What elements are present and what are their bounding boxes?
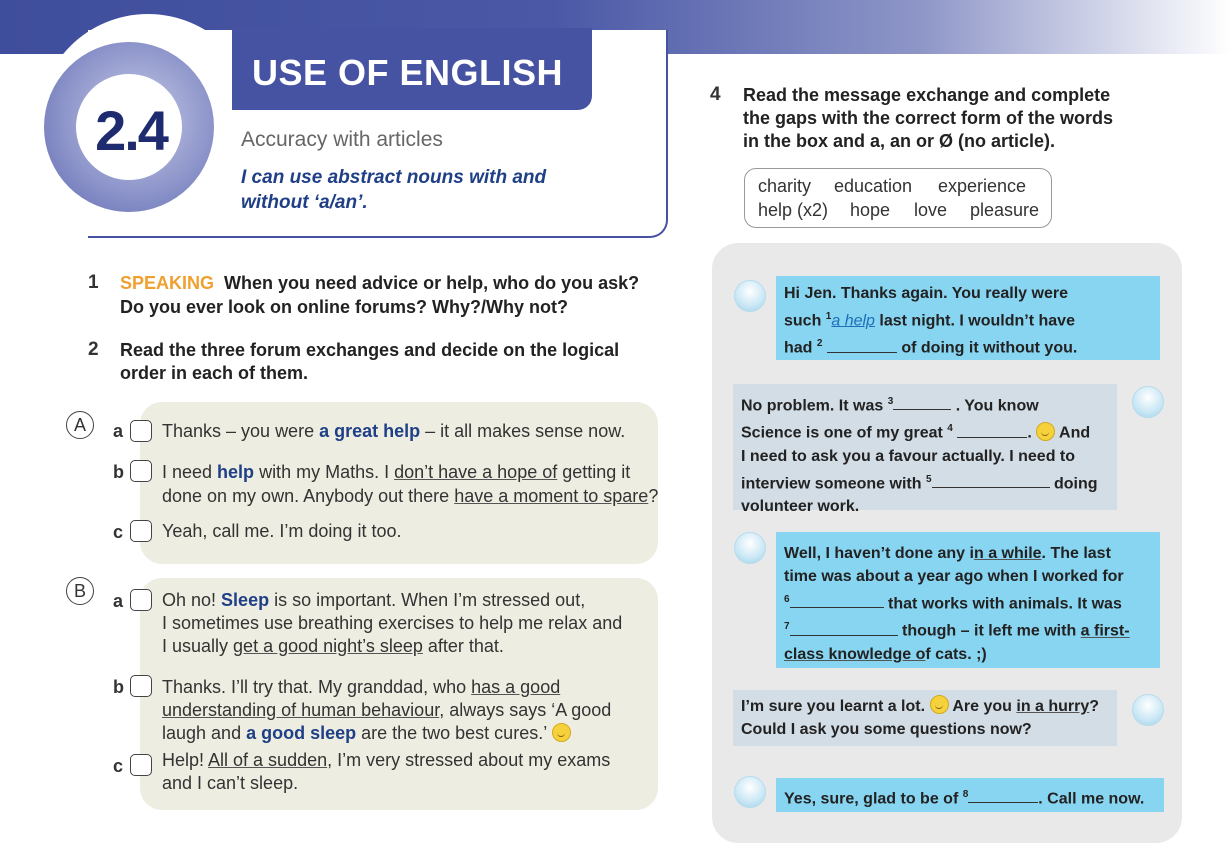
- gap-5[interactable]: [932, 473, 1050, 488]
- gap-4[interactable]: [957, 423, 1027, 438]
- word-charity: charity: [758, 176, 812, 196]
- exercise-1-line1: [120, 272, 639, 295]
- example-answer: a help: [831, 312, 875, 330]
- forum-a-message-b-line2: done on my own. Anybody out there have a moment to spare?: [162, 486, 659, 506]
- chat-message-4: I’m sure you learnt a lot. Are you in a hurry? Could I ask you some questions now?: [733, 690, 1117, 746]
- exercise-1-line2: Do you ever look on online forums? Why?/Why not?: [120, 297, 568, 317]
- gap-6[interactable]: [790, 593, 884, 608]
- chat-message-1: Hi Jen. Thanks again. You really were such $^1$a help last night. I wouldn’t have had $^2$ of doing it without you.: [776, 276, 1160, 360]
- forum-b-message-a-line2: I sometimes use breathing exercises to help me relax and: [162, 613, 623, 633]
- lesson-number: 2.4: [95, 99, 167, 162]
- order-checkbox-b-a[interactable]: [130, 589, 152, 611]
- avatar-icon: [734, 280, 766, 312]
- lesson-subtitle: Accuracy with articles: [241, 128, 443, 151]
- avatar-icon: [1132, 694, 1164, 726]
- forum-b-message-c-line2: and I can’t sleep.: [162, 773, 299, 793]
- smiley-icon: [930, 695, 949, 714]
- forum-b-message-b-line1: Thanks. I’ll try that. My granddad, who has a good: [162, 677, 561, 697]
- forum-b-message-a-line3: I usually get a good night’s sleep after that.: [162, 636, 504, 656]
- smiley-icon: [552, 723, 571, 742]
- chat-message-3: Well, I haven’t done any in a while. The last time was about a year ago when I worked for $^6$ that works with animals. It was $^7$ though – it left me with a first- class knowledge of cats. ;): [776, 532, 1160, 668]
- page-title: USE OF ENGLISH: [252, 52, 564, 93]
- order-checkbox-a-a[interactable]: [130, 420, 152, 442]
- forum-a-message-a: Thanks – you were a great help – it all makes sense now.: [162, 421, 626, 441]
- item-label: b: [113, 677, 124, 697]
- word-experience: experience: [938, 176, 1027, 196]
- exercise-4-line2: the gaps with the correct form of the words: [743, 108, 1114, 128]
- order-checkbox-a-b[interactable]: [130, 460, 152, 482]
- speaking-label: SPEAKING: [120, 273, 215, 293]
- avatar-icon: [734, 532, 766, 564]
- gap-8[interactable]: [968, 788, 1038, 803]
- forum-a-message-b-line1: I need help with my Maths. I don’t have a hope of getting it: [162, 462, 631, 482]
- exercise-1-number: 1: [88, 272, 99, 293]
- forum-b-letter: B: [66, 577, 94, 605]
- item-label: c: [113, 522, 124, 542]
- forum-a-message-c: Yeah, call me. I’m doing it too.: [162, 521, 402, 541]
- chat-message-2: No problem. It was $^3$ . You know Science is one of my great $^4$ . And I need to ask you a favour actually. I need to interview someone with $^5$ doing volunteer work.: [733, 384, 1117, 510]
- avatar-icon: [1132, 386, 1164, 418]
- exercise-4-line1: Read the message exchange and complete: [743, 85, 1111, 105]
- word-box: [744, 168, 1052, 228]
- forum-b-message-b-line2: understanding of human behaviour, always says ‘A good: [162, 700, 612, 720]
- word-education: education: [834, 176, 913, 196]
- item-label: b: [113, 462, 124, 482]
- word-help: help (x2): [758, 200, 829, 220]
- forum-b-message-a-line1: Oh no! Sleep is so important. When I’m stressed out,: [162, 590, 586, 610]
- gap-3[interactable]: [893, 395, 951, 410]
- exercise-2-number: 2: [88, 339, 99, 360]
- gap-7[interactable]: [790, 621, 898, 636]
- smiley-icon: [1036, 422, 1055, 441]
- exercise-2-line1: Read the three forum exchanges and decide on the logical: [120, 340, 620, 360]
- can-do-statement: I can use abstract nouns with and without ‘a/an’.: [241, 167, 547, 213]
- order-checkbox-b-b[interactable]: [130, 675, 152, 697]
- order-checkbox-b-c[interactable]: [130, 754, 152, 776]
- item-label: a: [113, 421, 124, 441]
- forum-b-message-b-line3: laugh and a good sleep are the two best cures.’: [162, 722, 571, 745]
- exercise-4-number: 4: [710, 84, 721, 105]
- exercise-2-line2: order in each of them.: [120, 363, 309, 383]
- word-love: love: [914, 200, 948, 220]
- word-hope: hope: [850, 200, 891, 220]
- exercise-1-question: When you need advice or help, who do you ask?: [224, 273, 640, 293]
- word-pleasure: pleasure: [970, 200, 1040, 220]
- exercise-4-line3: in the box and a, an or Ø (no article).: [743, 131, 1056, 151]
- gap-2[interactable]: [827, 338, 897, 353]
- forum-a-letter: A: [66, 411, 94, 439]
- item-label: c: [113, 756, 124, 776]
- order-checkbox-a-c[interactable]: [130, 520, 152, 542]
- avatar-icon: [734, 776, 766, 808]
- item-label: a: [113, 591, 124, 611]
- chat-message-5: Yes, sure, glad to be of $^8$ . Call me now.: [776, 778, 1164, 812]
- forum-b-message-c-line1: Help! All of a sudden, I’m very stressed about my exams: [162, 750, 611, 770]
